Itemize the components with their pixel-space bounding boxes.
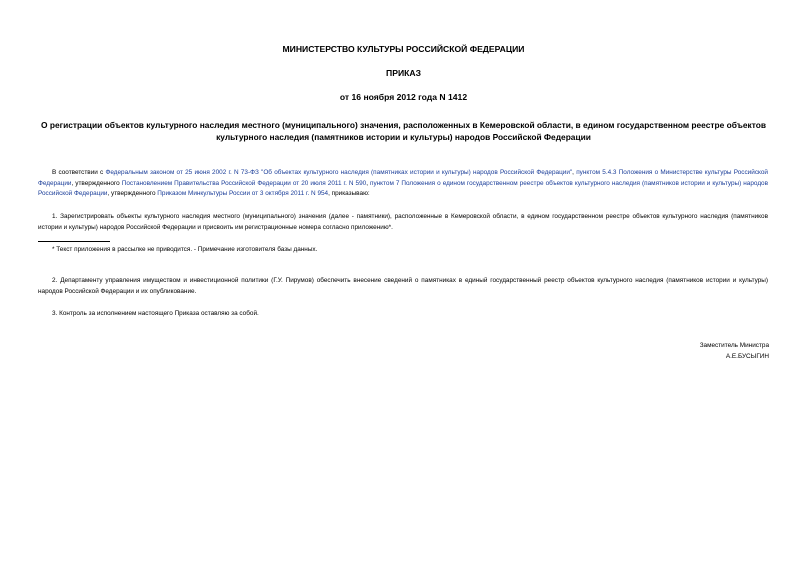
ministry-heading: МИНИСТЕРСТВО КУЛЬТУРЫ РОССИЙСКОЙ ФЕДЕРАЦИИ (282, 44, 525, 54)
signatory-position: Заместитель Министра (699, 342, 769, 349)
link-federal-law[interactable]: Федеральным законом от 25 июня 2002 г. N 73-ФЗ "Об объектах культурного наследия (памятниках истории и культуры) народов Российской Федерации" (105, 169, 573, 176)
preamble-text-2: , (572, 169, 577, 176)
link-ministry-order[interactable]: Приказом Минкультуры России от 3 октября 2011 г. N 954 (157, 190, 329, 198)
footnote: * Текст приложения в рассылке не приводится. - Примечание изготовителя базы данных. (52, 246, 318, 253)
signature-block (700, 341, 769, 362)
item-1-text: 1. Зарегистрировать объекты культурного наследия местного (муниципального) значения (далее - памятники), расположенные в Кемеровской области, в едином государственном реестре объектов культурного наследия (памятников истории и культуры) народов Российской Федерации и присвоить им регистрационные номера согласно приложению*. (38, 213, 768, 231)
link-ministry-regulation[interactable]: пунктом 5.4.3 Положения о Министерстве культуры Российской Федерации (38, 169, 769, 187)
document-title: О регистрации объектов культурного наследия местного (муниципального) значения, расположенных в Кемеровской области, в едином государственном реестре объектов культурного наследия (памятников истории и культуры) народов Российской Федерации (41, 120, 766, 142)
date-number-heading: от 16 ноября 2012 года N 1412 (339, 92, 468, 102)
item-2-paragraph (38, 276, 768, 297)
item-2-text: 2. Департаменту управления имуществом и инвестиционной политики (Г.У. Пирумов) обеспечить внесение сведений о памятниках в единый государственный реестр объектов культурного наследия (памятников истории и культуры) народов Российской Федерации и их опубликование. (38, 277, 768, 295)
link-registry-regulation[interactable]: пунктом 7 Положения о едином государственном реестре объектов культурного наследия (памятников истории и культуры) народов Российской Федерации (38, 179, 768, 198)
preamble-text-3: , утвержденного (71, 179, 122, 187)
preamble-paragraph (38, 168, 768, 200)
doc-type-heading: ПРИКАЗ (386, 68, 421, 78)
item-1-paragraph (38, 212, 768, 233)
link-government-decree[interactable]: Постановлением Правительства Российской Федерации от 20 июля 2011 г. N 590 (121, 179, 367, 187)
item-3-text: 3. Контроль за исполнением настоящего Приказа оставляю за собой. (52, 310, 259, 317)
footnote-separator (38, 241, 110, 242)
preamble-text-6: , приказываю: (328, 190, 370, 198)
item-3-paragraph (38, 309, 768, 320)
preamble-text-5: , утвержденного (107, 190, 158, 198)
preamble-text-1: В соответствии с (52, 169, 106, 176)
preamble-text-4: , (366, 179, 370, 187)
signatory-name: А.Е.БУСЫГИН (725, 352, 769, 360)
